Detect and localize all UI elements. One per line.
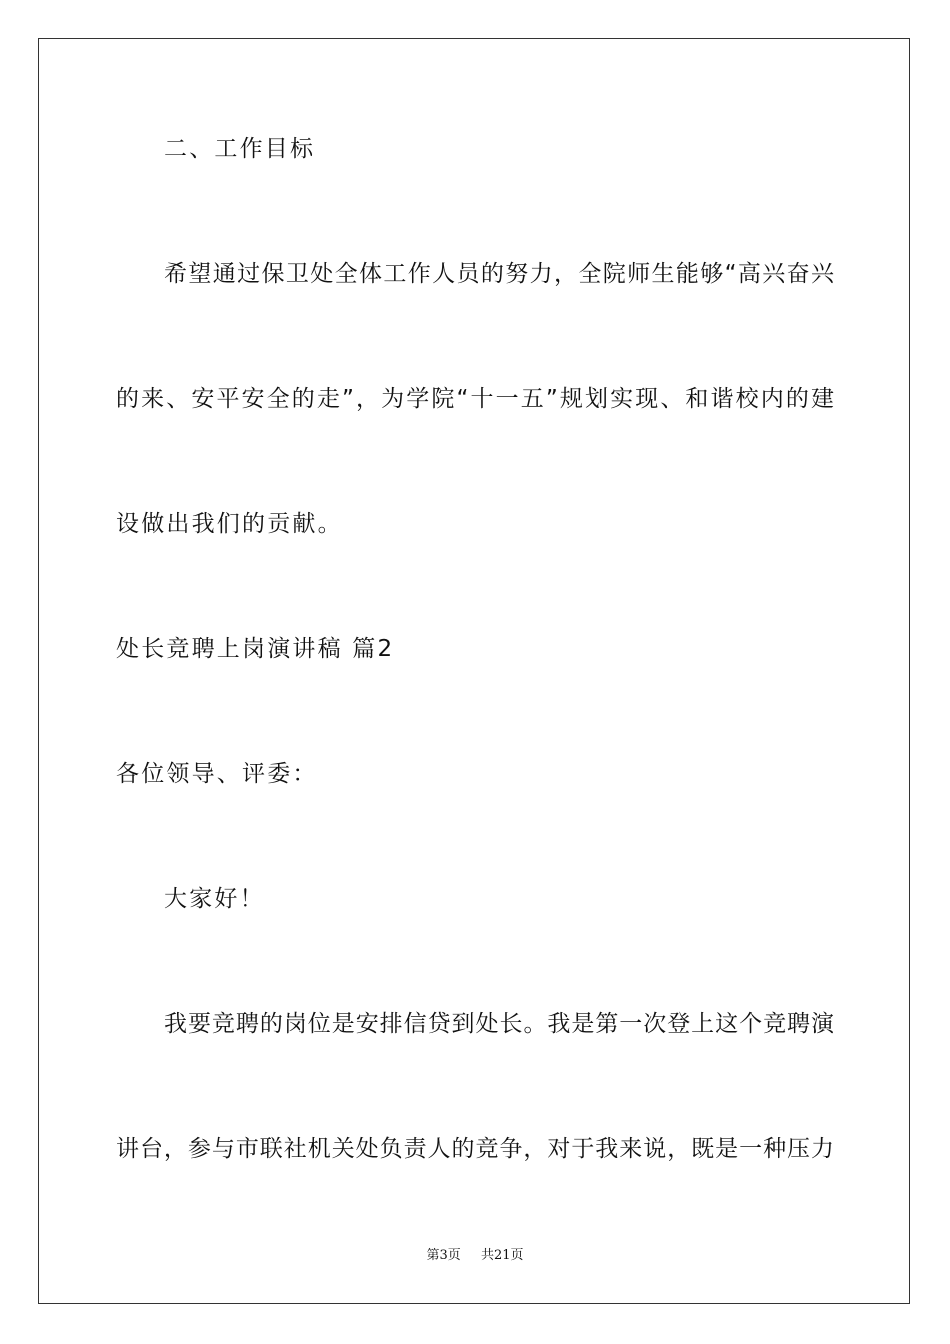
page-footer — [0, 1246, 950, 1266]
paragraph-line: 讲台，参与市联社机关处负责人的竞争，对于我来说，既是一种压力 — [116, 1136, 834, 1162]
section-heading: 二、工作目标 — [164, 136, 316, 162]
salutation: 各位领导、评委： — [116, 761, 318, 787]
paragraph-line: 的来、安平安全的走”，为学院“十一五”规划实现、和谐校内的建 — [116, 386, 834, 412]
paragraph-line: 希望通过保卫处全体工作人员的努力，全院师生能够“高兴奋兴 — [164, 261, 834, 287]
paragraph-line: 我要竞聘的岗位是安排信贷到处长。我是第一次登上这个竞聘演 — [164, 1011, 834, 1037]
paragraph-line: 设做出我们的贡献。 — [116, 511, 343, 537]
page-total: 共21页 — [480, 1248, 524, 1263]
article-title: 处长竞聘上岗演讲稿 篇2 — [116, 636, 395, 662]
page-number: 第3页 — [426, 1248, 461, 1263]
greeting: 大家好！ — [164, 886, 265, 912]
page-border — [38, 38, 910, 1304]
